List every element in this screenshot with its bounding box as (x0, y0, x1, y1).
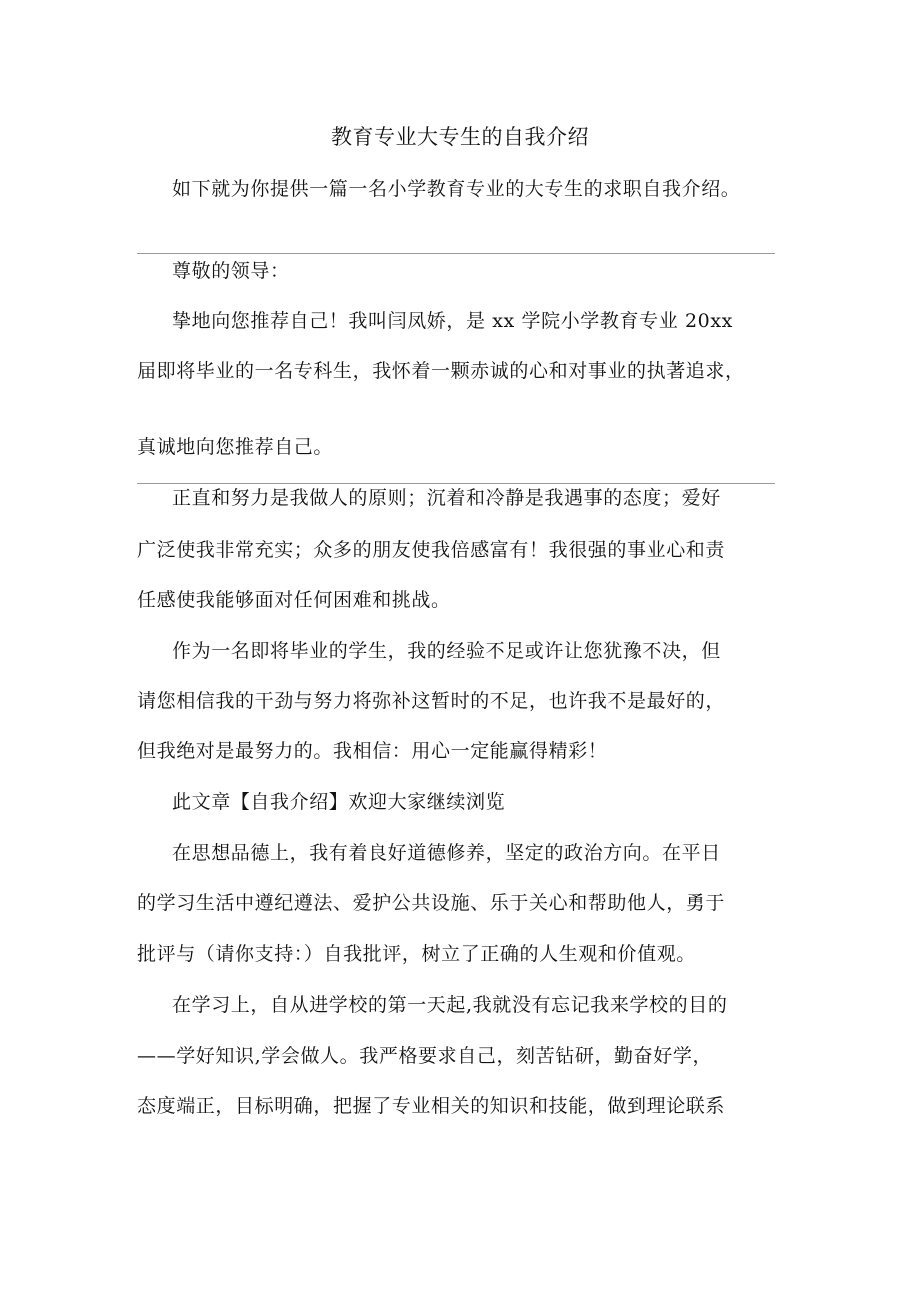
paragraph-3-line-3: 但我绝对是最努力的。我相信：用心一定能赢得精彩！ (137, 740, 608, 762)
salutation: 尊敬的领导： (172, 260, 290, 282)
paragraph-2-line-2: 广泛使我非常充实；众多的朋友使我倍感富有！我很强的事业心和责 (137, 539, 726, 561)
paragraph-4-line-1: 此文章【自我介绍】欢迎大家继续浏览 (172, 791, 506, 813)
paragraph-3-line-2: 请您相信我的干劲与努力将弥补这暂时的不足，也许我不是最好的， (137, 690, 726, 712)
paragraph-2-line-3: 任感使我能够面对任何困难和挑战。 (137, 589, 451, 611)
paragraph-1-line-1: 挚地向您推荐自己！我叫闫凤娇，是 xx 学院小学教育专业 20xx (172, 310, 733, 332)
paragraph-6-line-3: 态度端正，目标明确，把握了专业相关的知识和技能，做到理论联系 (137, 1095, 726, 1117)
paragraph-6-line-1: 在学习上，自从进学校的第一天起,我就没有忘记我来学校的目的 (172, 994, 728, 1016)
paragraph-5-line-3: 批评与（请你支持：）自我批评，树立了正确的人生观和价值观。 (137, 943, 696, 965)
paragraph-5-line-1: 在思想品德上，我有着良好道德修养，坚定的政治方向。在平日 (172, 842, 721, 864)
document-title: 教育专业大专生的自我介绍 (331, 125, 589, 149)
paragraph-3-line-1: 作为一名即将毕业的学生，我的经验不足或许让您犹豫不决，但 (172, 640, 721, 662)
paragraph-6-line-2: ——学好知识,学会做人。我严格要求自己，刻苦钻研，勤奋好学， (137, 1045, 713, 1067)
paragraph-5-line-2: 的学习生活中遵纪遵法、爱护公共设施、乐于关心和帮助他人，勇于 (137, 892, 726, 914)
paragraph-1-line-2: 届即将毕业的一名专科生，我怀着一颗赤诚的心和对事业的执著追求， (137, 360, 745, 382)
intro-line: 如下就为你提供一篇一名小学教育专业的大专生的求职自我介绍。 (172, 178, 741, 200)
paragraph-2-line-1: 正直和努力是我做人的原则；沉着和冷静是我遇事的态度；爱好 (172, 487, 721, 509)
paragraph-1-line-3: 真诚地向您推荐自己。 (137, 436, 334, 458)
